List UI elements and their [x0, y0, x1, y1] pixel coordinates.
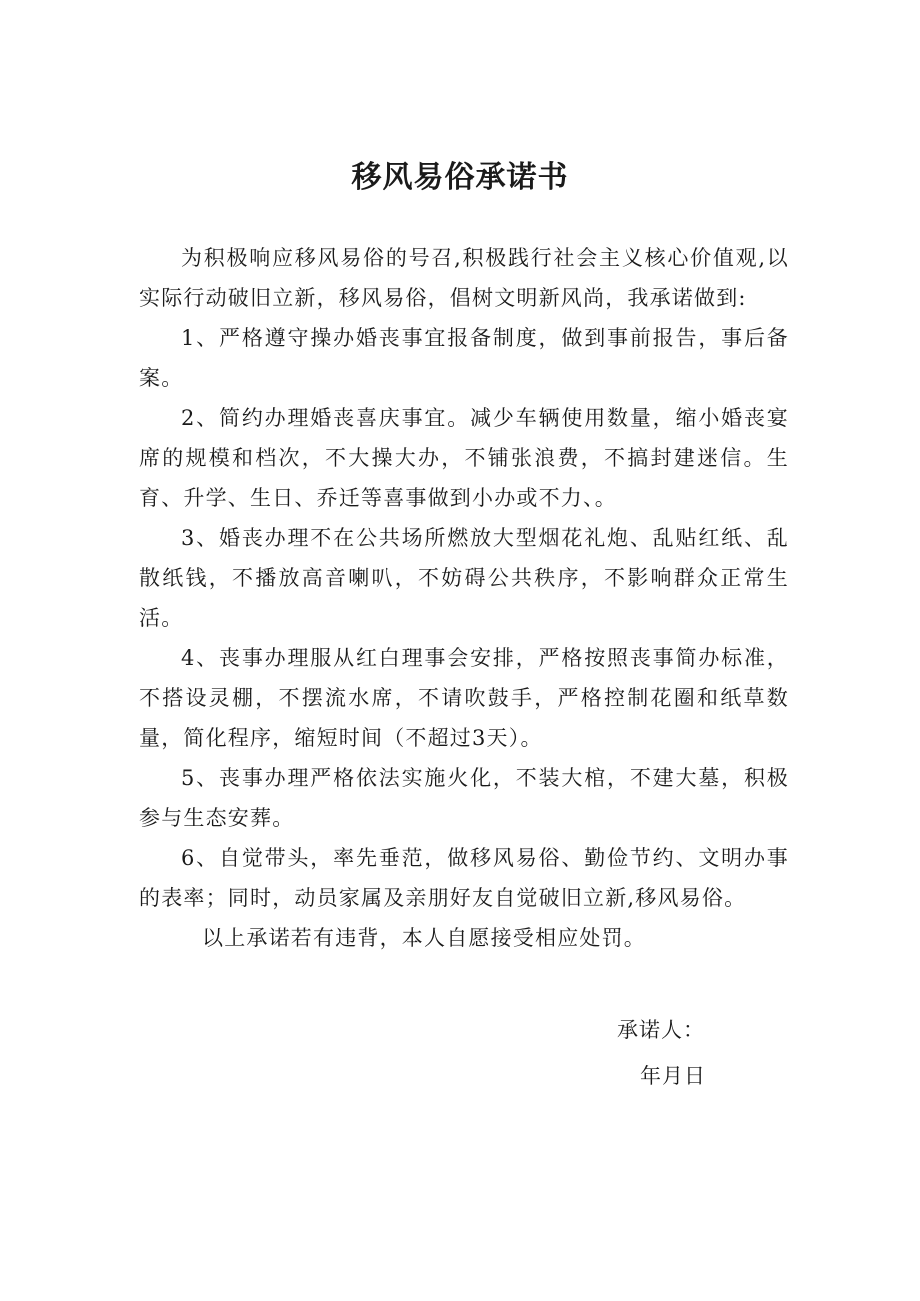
paragraph-item-5: 5、丧事办理严格依法实施火化，不装大棺，不建大墓，积极参与生态安葬。 [139, 766, 789, 830]
promiser-label: 承诺人： [617, 1018, 705, 1042]
document-title: 移风易俗承诺书 [351, 160, 569, 195]
paragraph-item-2: 2、简约办理婚丧喜庆事宜。减少车辆使用数量，缩小婚丧宴席的规模和档次，不大操大办，不铺张浪费，不搞封建迷信。生育、升学、生日、乔迁等喜事做到小办或不力、。 [139, 406, 789, 510]
paragraph-item-1: 1、严格遵守操办婚丧事宜报备制度，做到事前报告，事后备案。 [139, 326, 789, 390]
document-body [139, 238, 789, 958]
paragraph-item-4: 4、丧事办理服从红白理事会安排，严格按照丧事简办标准，不搭设灵棚，不摆流水席，不请吹鼓手，严格控制花圈和纸草数量，简化程序，缩短时间（不超过3天）。 [139, 646, 789, 750]
paragraph-intro: 为积极响应移风易俗的号召,积极践行社会主义核心价值观,以实际行动破旧立新，移风易俗，倡树文明新风尚，我承诺做到: [139, 246, 789, 310]
paragraph-closing: 以上承诺若有违背，本人自愿接受相应处罚。 [202, 926, 646, 950]
paragraph-item-3: 3、婚丧办理不在公共场所燃放大型烟花礼炮、乱贴红纸、乱散纸钱，不播放高音喇叭，不妨碍公共秩序，不影响群众正常生活。 [139, 526, 789, 630]
paragraph-item-6: 6、自觉带头，率先垂范，做移风易俗、勤俭节约、文明办事的表率；同时，动员家属及亲朋好友自觉破旧立新,移风易俗。 [139, 846, 789, 910]
date-label: 年月日 [640, 1064, 706, 1088]
